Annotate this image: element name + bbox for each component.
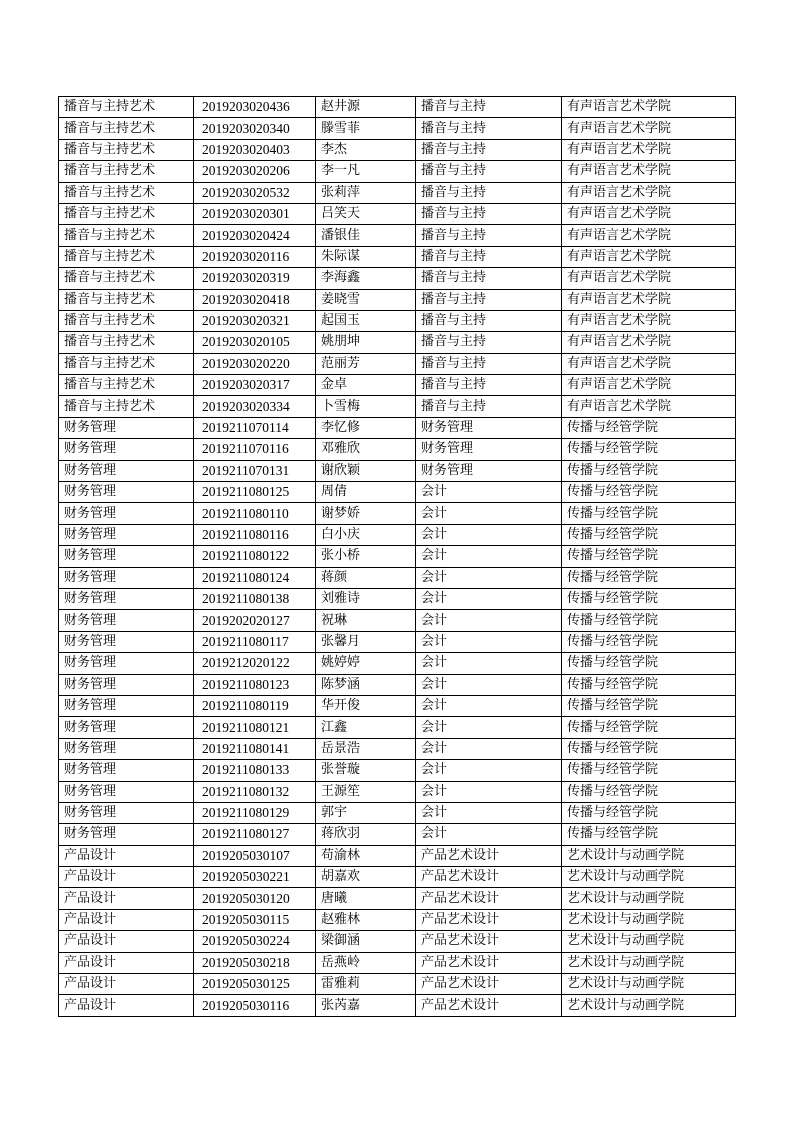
student-id-cell: 2019205030120: [194, 888, 316, 909]
major-cell: 播音与主持艺术: [59, 353, 194, 374]
major-cell: 产品设计: [59, 974, 194, 995]
name-cell: 郭宇: [316, 802, 416, 823]
name-cell: 华开俊: [316, 695, 416, 716]
name-cell: 范丽芳: [316, 353, 416, 374]
original-major-cell: 播音与主持: [416, 97, 562, 118]
college-cell: 有声语言艺术学院: [562, 203, 736, 224]
original-major-cell: 播音与主持: [416, 332, 562, 353]
name-cell: 唐曦: [316, 888, 416, 909]
original-major-cell: 产品艺术设计: [416, 952, 562, 973]
major-cell: 财务管理: [59, 567, 194, 588]
student-id-cell: 2019202020127: [194, 610, 316, 631]
table-row: [59, 867, 736, 888]
table-row: [59, 931, 736, 952]
table-row: [59, 909, 736, 930]
major-cell: 财务管理: [59, 482, 194, 503]
student-id-cell: 2019211080132: [194, 781, 316, 802]
college-cell: 传播与经管学院: [562, 460, 736, 481]
table-row: [59, 246, 736, 267]
table-row: [59, 974, 736, 995]
college-cell: 有声语言艺术学院: [562, 310, 736, 331]
college-cell: 艺术设计与动画学院: [562, 888, 736, 909]
name-cell: 岳景浩: [316, 738, 416, 759]
college-cell: 有声语言艺术学院: [562, 225, 736, 246]
student-id-cell: 2019211080123: [194, 674, 316, 695]
original-major-cell: 会计: [416, 738, 562, 759]
table-row: [59, 760, 736, 781]
name-cell: 李海鑫: [316, 268, 416, 289]
original-major-cell: 播音与主持: [416, 268, 562, 289]
student-id-cell: 2019203020403: [194, 139, 316, 160]
major-cell: 产品设计: [59, 995, 194, 1016]
table-row: [59, 375, 736, 396]
original-major-cell: 会计: [416, 781, 562, 802]
college-cell: 传播与经管学院: [562, 503, 736, 524]
table-row: [59, 588, 736, 609]
college-cell: 有声语言艺术学院: [562, 139, 736, 160]
student-id-cell: 2019203020317: [194, 375, 316, 396]
major-cell: 产品设计: [59, 931, 194, 952]
major-cell: 播音与主持艺术: [59, 289, 194, 310]
table-row: [59, 653, 736, 674]
college-cell: 艺术设计与动画学院: [562, 995, 736, 1016]
name-cell: 姚婷婷: [316, 653, 416, 674]
original-major-cell: 产品艺术设计: [416, 974, 562, 995]
college-cell: 传播与经管学院: [562, 631, 736, 652]
table-row: [59, 995, 736, 1016]
college-cell: 传播与经管学院: [562, 588, 736, 609]
original-major-cell: 播音与主持: [416, 161, 562, 182]
college-cell: 艺术设计与动画学院: [562, 909, 736, 930]
table-row: [59, 439, 736, 460]
table-row: [59, 139, 736, 160]
major-cell: 财务管理: [59, 524, 194, 545]
student-id-cell: 2019211080133: [194, 760, 316, 781]
original-major-cell: 播音与主持: [416, 353, 562, 374]
major-cell: 产品设计: [59, 888, 194, 909]
student-id-cell: 2019205030115: [194, 909, 316, 930]
student-id-cell: 2019203020301: [194, 203, 316, 224]
major-cell: 财务管理: [59, 781, 194, 802]
college-cell: 传播与经管学院: [562, 417, 736, 438]
major-cell: 播音与主持艺术: [59, 332, 194, 353]
college-cell: 有声语言艺术学院: [562, 182, 736, 203]
name-cell: 潘银佳: [316, 225, 416, 246]
major-cell: 财务管理: [59, 439, 194, 460]
college-cell: 传播与经管学院: [562, 760, 736, 781]
table-row: [59, 289, 736, 310]
name-cell: 祝琳: [316, 610, 416, 631]
student-id-cell: 2019211080129: [194, 802, 316, 823]
original-major-cell: 播音与主持: [416, 139, 562, 160]
table-row: [59, 203, 736, 224]
name-cell: 赵雅林: [316, 909, 416, 930]
name-cell: 雷雅莉: [316, 974, 416, 995]
original-major-cell: 会计: [416, 631, 562, 652]
college-cell: 有声语言艺术学院: [562, 332, 736, 353]
table-row: [59, 802, 736, 823]
name-cell: 蒋颜: [316, 567, 416, 588]
original-major-cell: 播音与主持: [416, 203, 562, 224]
original-major-cell: 播音与主持: [416, 310, 562, 331]
college-cell: 传播与经管学院: [562, 802, 736, 823]
original-major-cell: 播音与主持: [416, 118, 562, 139]
major-cell: 财务管理: [59, 653, 194, 674]
college-cell: 传播与经管学院: [562, 546, 736, 567]
original-major-cell: 会计: [416, 802, 562, 823]
major-cell: 产品设计: [59, 952, 194, 973]
student-id-cell: 2019211080125: [194, 482, 316, 503]
student-id-cell: 2019203020206: [194, 161, 316, 182]
major-cell: 播音与主持艺术: [59, 139, 194, 160]
college-cell: 艺术设计与动画学院: [562, 845, 736, 866]
student-id-cell: 2019203020340: [194, 118, 316, 139]
name-cell: 梁御涵: [316, 931, 416, 952]
original-major-cell: 会计: [416, 824, 562, 845]
name-cell: 邓雅欣: [316, 439, 416, 460]
name-cell: 谢欣颖: [316, 460, 416, 481]
original-major-cell: 播音与主持: [416, 396, 562, 417]
college-cell: 传播与经管学院: [562, 524, 736, 545]
original-major-cell: 会计: [416, 588, 562, 609]
student-id-cell: 2019203020319: [194, 268, 316, 289]
original-major-cell: 财务管理: [416, 439, 562, 460]
major-cell: 财务管理: [59, 631, 194, 652]
major-cell: 播音与主持艺术: [59, 375, 194, 396]
name-cell: 张誉璇: [316, 760, 416, 781]
table-row: [59, 717, 736, 738]
table-row: [59, 631, 736, 652]
student-id-cell: 2019205030221: [194, 867, 316, 888]
student-id-cell: 2019211080141: [194, 738, 316, 759]
name-cell: 刘雅诗: [316, 588, 416, 609]
student-id-cell: 2019203020220: [194, 353, 316, 374]
name-cell: 蒋欣羽: [316, 824, 416, 845]
original-major-cell: 播音与主持: [416, 225, 562, 246]
student-id-cell: 2019211080138: [194, 588, 316, 609]
student-id-cell: 2019205030218: [194, 952, 316, 973]
table-row: [59, 503, 736, 524]
student-id-cell: 2019211070116: [194, 439, 316, 460]
name-cell: 江鑫: [316, 717, 416, 738]
student-id-cell: 2019203020116: [194, 246, 316, 267]
student-id-cell: 2019211080119: [194, 695, 316, 716]
college-cell: 艺术设计与动画学院: [562, 931, 736, 952]
name-cell: 苟渝林: [316, 845, 416, 866]
table-row: [59, 952, 736, 973]
major-cell: 财务管理: [59, 546, 194, 567]
table-row: [59, 482, 736, 503]
original-major-cell: 会计: [416, 717, 562, 738]
student-id-cell: 2019211080122: [194, 546, 316, 567]
student-id-cell: 2019205030116: [194, 995, 316, 1016]
major-cell: 财务管理: [59, 695, 194, 716]
table-row: [59, 268, 736, 289]
student-id-cell: 2019211070131: [194, 460, 316, 481]
student-id-cell: 2019205030224: [194, 931, 316, 952]
table-row: [59, 524, 736, 545]
original-major-cell: 产品艺术设计: [416, 888, 562, 909]
college-cell: 传播与经管学院: [562, 781, 736, 802]
college-cell: 有声语言艺术学院: [562, 396, 736, 417]
student-id-cell: 2019203020424: [194, 225, 316, 246]
major-cell: 播音与主持艺术: [59, 225, 194, 246]
name-cell: 李忆修: [316, 417, 416, 438]
college-cell: 传播与经管学院: [562, 695, 736, 716]
student-id-cell: 2019212020122: [194, 653, 316, 674]
name-cell: 吕笑天: [316, 203, 416, 224]
name-cell: 姜晓雪: [316, 289, 416, 310]
table-row: [59, 674, 736, 695]
table-row: [59, 567, 736, 588]
college-cell: 艺术设计与动画学院: [562, 867, 736, 888]
major-cell: 财务管理: [59, 717, 194, 738]
original-major-cell: 产品艺术设计: [416, 867, 562, 888]
major-cell: 播音与主持艺术: [59, 182, 194, 203]
college-cell: 有声语言艺术学院: [562, 289, 736, 310]
student-id-cell: 2019203020436: [194, 97, 316, 118]
table-row: [59, 310, 736, 331]
original-major-cell: 会计: [416, 674, 562, 695]
name-cell: 滕雪菲: [316, 118, 416, 139]
student-id-cell: 2019211070114: [194, 417, 316, 438]
major-cell: 财务管理: [59, 760, 194, 781]
student-id-cell: 2019211080116: [194, 524, 316, 545]
roster-body: [59, 97, 736, 1017]
original-major-cell: 会计: [416, 653, 562, 674]
name-cell: 李一凡: [316, 161, 416, 182]
name-cell: 卜雪梅: [316, 396, 416, 417]
college-cell: 传播与经管学院: [562, 610, 736, 631]
college-cell: 有声语言艺术学院: [562, 375, 736, 396]
original-major-cell: 产品艺术设计: [416, 931, 562, 952]
table-row: [59, 396, 736, 417]
table-row: [59, 353, 736, 374]
name-cell: 谢梦娇: [316, 503, 416, 524]
major-cell: 产品设计: [59, 909, 194, 930]
original-major-cell: 产品艺术设计: [416, 995, 562, 1016]
college-cell: 艺术设计与动画学院: [562, 952, 736, 973]
student-id-cell: 2019205030107: [194, 845, 316, 866]
original-major-cell: 播音与主持: [416, 289, 562, 310]
student-id-cell: 2019211080124: [194, 567, 316, 588]
major-cell: 财务管理: [59, 460, 194, 481]
college-cell: 有声语言艺术学院: [562, 353, 736, 374]
table-row: [59, 332, 736, 353]
college-cell: 传播与经管学院: [562, 674, 736, 695]
table-row: [59, 781, 736, 802]
table-row: [59, 225, 736, 246]
roster-table: [58, 96, 736, 1017]
major-cell: 播音与主持艺术: [59, 203, 194, 224]
college-cell: 有声语言艺术学院: [562, 161, 736, 182]
original-major-cell: 财务管理: [416, 417, 562, 438]
major-cell: 播音与主持艺术: [59, 246, 194, 267]
name-cell: 姚朋坤: [316, 332, 416, 353]
original-major-cell: 会计: [416, 610, 562, 631]
table-row: [59, 888, 736, 909]
major-cell: 产品设计: [59, 845, 194, 866]
student-id-cell: 2019211080110: [194, 503, 316, 524]
major-cell: 财务管理: [59, 503, 194, 524]
name-cell: 张芮嘉: [316, 995, 416, 1016]
original-major-cell: 会计: [416, 482, 562, 503]
college-cell: 有声语言艺术学院: [562, 268, 736, 289]
student-id-cell: 2019211080127: [194, 824, 316, 845]
table-row: [59, 161, 736, 182]
college-cell: 传播与经管学院: [562, 717, 736, 738]
name-cell: 岳燕岭: [316, 952, 416, 973]
college-cell: 有声语言艺术学院: [562, 118, 736, 139]
major-cell: 播音与主持艺术: [59, 118, 194, 139]
student-id-cell: 2019203020334: [194, 396, 316, 417]
college-cell: 艺术设计与动画学院: [562, 974, 736, 995]
name-cell: 周倩: [316, 482, 416, 503]
college-cell: 有声语言艺术学院: [562, 246, 736, 267]
college-cell: 传播与经管学院: [562, 738, 736, 759]
major-cell: 播音与主持艺术: [59, 97, 194, 118]
original-major-cell: 播音与主持: [416, 375, 562, 396]
student-id-cell: 2019203020532: [194, 182, 316, 203]
student-id-cell: 2019203020321: [194, 310, 316, 331]
original-major-cell: 产品艺术设计: [416, 909, 562, 930]
student-id-cell: 2019203020105: [194, 332, 316, 353]
table-row: [59, 417, 736, 438]
major-cell: 财务管理: [59, 588, 194, 609]
table-row: [59, 97, 736, 118]
original-major-cell: 产品艺术设计: [416, 845, 562, 866]
table-row: [59, 738, 736, 759]
major-cell: 财务管理: [59, 610, 194, 631]
original-major-cell: 会计: [416, 546, 562, 567]
original-major-cell: 会计: [416, 567, 562, 588]
original-major-cell: 播音与主持: [416, 246, 562, 267]
name-cell: 张莉萍: [316, 182, 416, 203]
major-cell: 财务管理: [59, 674, 194, 695]
major-cell: 播音与主持艺术: [59, 268, 194, 289]
name-cell: 陈梦涵: [316, 674, 416, 695]
table-row: [59, 182, 736, 203]
major-cell: 财务管理: [59, 738, 194, 759]
major-cell: 财务管理: [59, 417, 194, 438]
college-cell: 有声语言艺术学院: [562, 97, 736, 118]
major-cell: 产品设计: [59, 867, 194, 888]
student-id-cell: 2019211080121: [194, 717, 316, 738]
table-row: [59, 610, 736, 631]
student-id-cell: 2019205030125: [194, 974, 316, 995]
name-cell: 胡嘉欢: [316, 867, 416, 888]
name-cell: 张小桥: [316, 546, 416, 567]
college-cell: 传播与经管学院: [562, 439, 736, 460]
table-row: [59, 845, 736, 866]
major-cell: 播音与主持艺术: [59, 161, 194, 182]
college-cell: 传播与经管学院: [562, 653, 736, 674]
major-cell: 播音与主持艺术: [59, 310, 194, 331]
college-cell: 传播与经管学院: [562, 567, 736, 588]
name-cell: 张馨月: [316, 631, 416, 652]
original-major-cell: 播音与主持: [416, 182, 562, 203]
name-cell: 李杰: [316, 139, 416, 160]
name-cell: 朱际谋: [316, 246, 416, 267]
original-major-cell: 会计: [416, 524, 562, 545]
name-cell: 赵井源: [316, 97, 416, 118]
name-cell: 白小庆: [316, 524, 416, 545]
student-id-cell: 2019211080117: [194, 631, 316, 652]
major-cell: 财务管理: [59, 824, 194, 845]
name-cell: 王源笙: [316, 781, 416, 802]
table-row: [59, 824, 736, 845]
major-cell: 播音与主持艺术: [59, 396, 194, 417]
name-cell: 起国玉: [316, 310, 416, 331]
table-row: [59, 460, 736, 481]
original-major-cell: 会计: [416, 760, 562, 781]
original-major-cell: 财务管理: [416, 460, 562, 481]
college-cell: 传播与经管学院: [562, 482, 736, 503]
student-id-cell: 2019203020418: [194, 289, 316, 310]
college-cell: 传播与经管学院: [562, 824, 736, 845]
table-row: [59, 695, 736, 716]
original-major-cell: 会计: [416, 503, 562, 524]
original-major-cell: 会计: [416, 695, 562, 716]
table-row: [59, 118, 736, 139]
major-cell: 财务管理: [59, 802, 194, 823]
table-row: [59, 546, 736, 567]
name-cell: 金卓: [316, 375, 416, 396]
